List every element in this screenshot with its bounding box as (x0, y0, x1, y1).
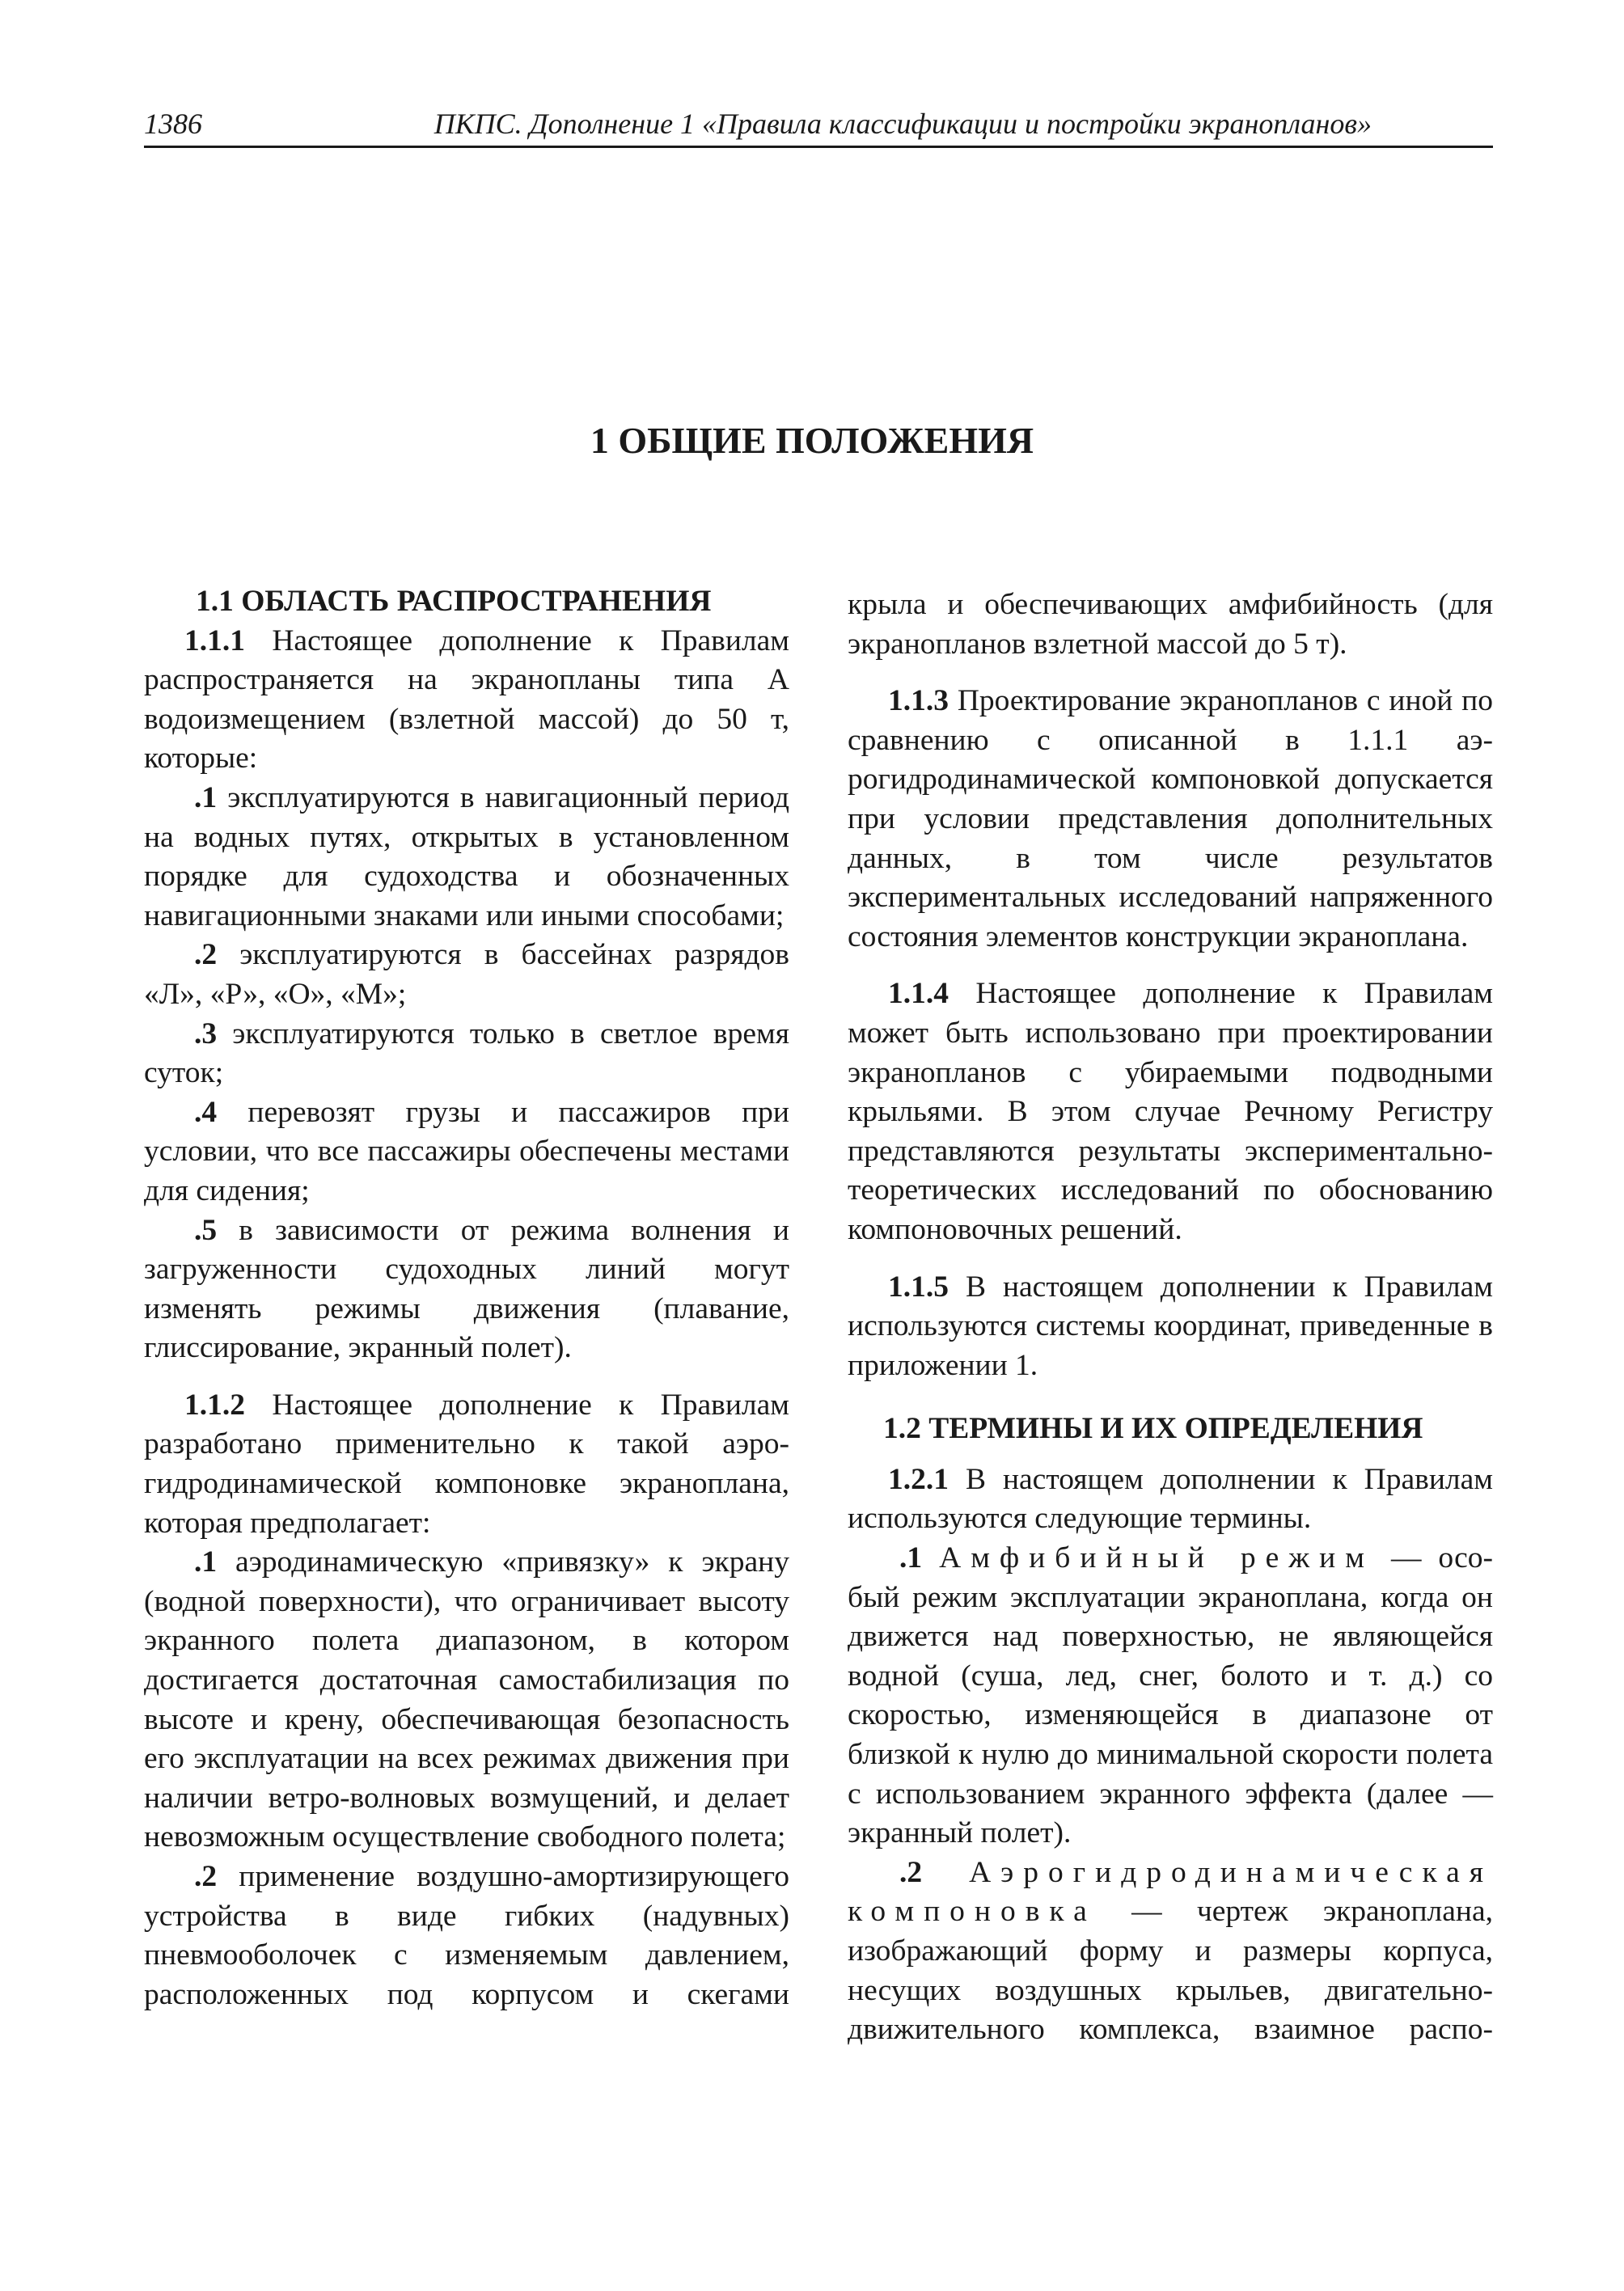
paragraph-1-2-1 (848, 1460, 1493, 1539)
clause-number: 1.1.4 (888, 977, 949, 1011)
item-1-1-1-3 (144, 1015, 789, 1093)
item-1-1-1-5 (144, 1211, 789, 1368)
chapter-title: 1 ОБЩИЕ ПОЛОЖЕНИЯ (590, 420, 1034, 461)
page-number: 1386 (144, 108, 202, 140)
clause-number: 1.1.2 (184, 1388, 245, 1422)
term-name: Амфибийный режим (939, 1541, 1374, 1575)
paragraph-1-1-4 (848, 974, 1493, 1249)
continued-text: крыла и обеспечивающих амфибийность (для экранопланов взлетной массой до 5 т). (848, 588, 1493, 661)
item-1-1-2-1 (144, 1543, 789, 1858)
item-text: аэродинамическую «привязку» к экрану (водной поверхности), что ограничивает высоту экранного полета диапазоном, в котором достигается достаточная самостабилизация по высоте и крену, обеспечивающая безопасность его эксплуатации на всех режимах движения при наличии ветро-волновых возмущений, и делает невозможным осуществление свободного полета; (144, 1545, 789, 1854)
paragraph-1-1-2 (144, 1386, 789, 1543)
item-number: .3 (194, 1017, 218, 1050)
item-text: перевозят грузы и пассажиров при условии, что все пассажиры обеспечены местами для сидения; (144, 1095, 789, 1207)
paragraph-1-1-3 (848, 682, 1493, 957)
clause-text: Проектирование экранопланов с иной по сравнению с описанной в 1.1.1 аэрогидродинамической компоновкой допускается при условии представления дополнительных данных, в том числе результатов экспериментальных исследований напряженного состояния элементов конструкции экраноплана. (848, 684, 1493, 953)
running-title: ПКПС. Дополнение 1 «Правила классификации и постройки экранопланов» (433, 108, 1372, 140)
paragraph-1-1-1 (144, 622, 789, 779)
item-text: эксплуатируются в бассейнах разрядов «Л», «Р», «О», «М»; (144, 938, 789, 1011)
item-number: .2 (899, 1855, 923, 1889)
item-1-1-2-2 (144, 1858, 789, 2014)
item-number: .2 (194, 1860, 218, 1893)
right-column (848, 585, 1493, 2050)
item-number: .2 (194, 938, 218, 972)
item-number: .1 (899, 1541, 923, 1575)
clause-number: 1.1.5 (888, 1270, 949, 1304)
term-1-2-1-2 (848, 1854, 1493, 2050)
section-heading-1-2: 1.2 ТЕРМИНЫ И ИХ ОПРЕДЕЛЕНИЯ (883, 1412, 1423, 1446)
section-heading-1-1: 1.1 ОБЛАСТЬ РАСПРОСТРАНЕНИЯ (196, 585, 712, 618)
item-number: .4 (194, 1095, 218, 1129)
term-1-2-1-1 (848, 1539, 1493, 1854)
clause-number: 1.1.3 (888, 684, 949, 718)
item-number: .1 (194, 1545, 218, 1579)
term-definition: — особый режим эксплуатации экраноплана, когда он движется над поверхностью, не являющейся водной (суша, лед, снег, болото и т. д.) со скоростью, изменяющейся в диапазоне от близкой к нулю до минимальной скорости полета с использованием экранного эффекта (далее — экранный полет). (848, 1541, 1494, 1850)
term-definition: — чертеж экраноплана, изображающий форму и размеры корпуса, несущих воздушных крыльев, двигательно-движительного комплекса, взаимное распо- (848, 1895, 1493, 2047)
item-text: эксплуатируются только в светлое время суток; (144, 1017, 789, 1090)
clause-number: 1.2.1 (888, 1462, 949, 1496)
term-name: Аэрогидродинамическая компоновка (848, 1855, 1493, 1929)
clause-text: В настоящем дополнении к Правилам используются системы координат, приведенные в приложении 1. (848, 1270, 1493, 1382)
item-number: .1 (194, 780, 218, 814)
item-text: применение воздушно-амортизирующего устройства в виде гибких (надувных) пневмооболочек с изменяемым давлением, расположенных под корпусом и скегами (144, 1860, 789, 2011)
left-column (144, 582, 789, 2014)
item-1-1-1-2 (144, 936, 789, 1014)
clause-text: Настоящее дополнение к Правилам разработано применительно к такой аэрогидродинамической компоновке экраноплана, которая предполагает: (144, 1388, 789, 1540)
clause-number: 1.1.1 (184, 623, 245, 657)
clause-text: В настоящем дополнении к Правилам используются следующие термины. (848, 1462, 1493, 1536)
running-header (144, 104, 1493, 148)
item-1-1-1-1 (144, 779, 789, 936)
clause-text: Настоящее дополнение к Правилам может быть использовано при проектировании экранопланов с убираемыми подводными крыльями. В этом случае Речному Регистру представляются результаты экспериментально-теоретических исследований по обоснованию компоновочных решений. (848, 977, 1493, 1246)
clause-text: Настоящее дополнение к Правилам распространяется на экранопланы типа А водоизмещением (взлетной массой) до 50 т, которые: (144, 623, 789, 776)
item-1-1-1-4 (144, 1093, 789, 1211)
item-text: в зависимости от режима волнения и загруженности судоходных линий могут изменять режимы движения (плавание, глиссирование, экранный полет). (144, 1213, 789, 1365)
item-number: .5 (194, 1213, 218, 1247)
paragraph-1-1-5 (848, 1268, 1493, 1386)
item-text: эксплуатируются в навигационный период на водных путях, открытых в установленном порядке для судоходства и обозначенных навигационными знаками или иными способами; (144, 780, 789, 932)
